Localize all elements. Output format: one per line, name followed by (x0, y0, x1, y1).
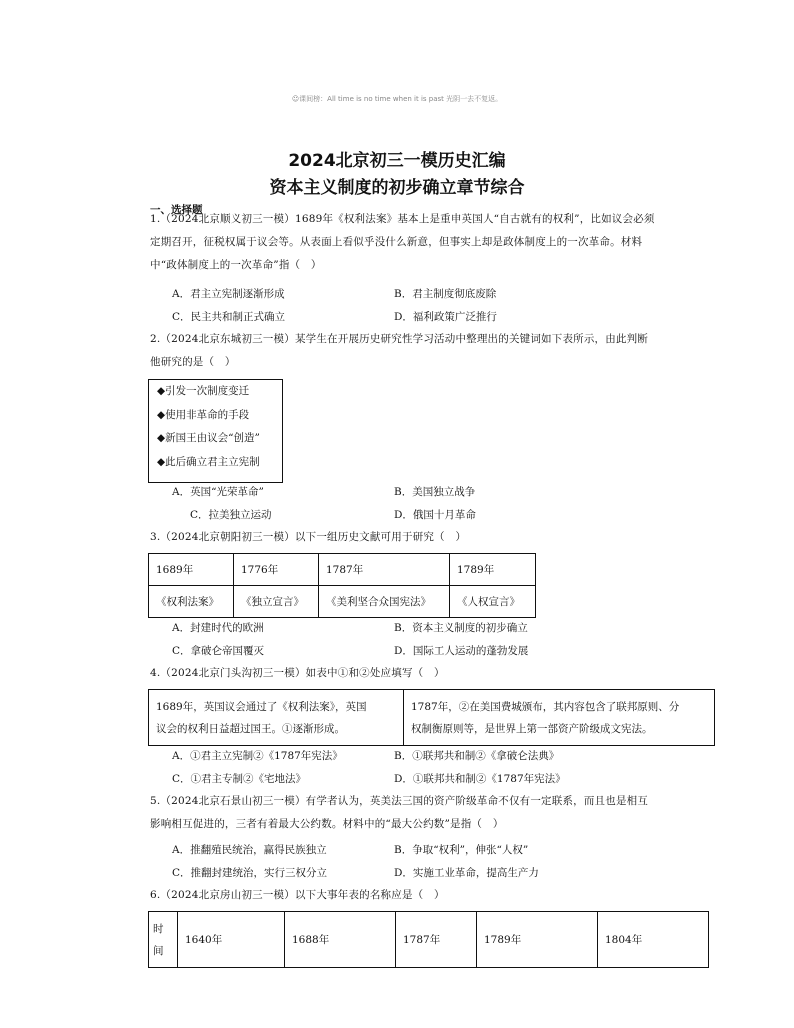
q1-option-c[interactable]: C．民主共和制正式确立 (172, 311, 286, 323)
table-head-cell: 时间 (149, 912, 178, 968)
keyword-item: ◆引发一次制度变迁 (157, 385, 250, 397)
q3-option-c[interactable]: C．拿破仑帝国覆灭 (172, 645, 265, 657)
table-cell (404, 690, 715, 746)
question-6-stem (150, 884, 720, 907)
q5-option-c[interactable]: C．推翻封建统治，实行三权分立 (172, 867, 328, 879)
q4-line: 4.（2024北京门头沟初三一模）如表中①和②处应填写（ ） (150, 667, 445, 679)
table-cell: 1787年 (319, 554, 450, 586)
q1-line: 中“政体制度上的一次革命”指（ ） (150, 259, 322, 271)
question-4-stem (150, 662, 720, 685)
table-cell: 《美利坚合众国宪法》 (319, 586, 450, 618)
q3-option-a[interactable]: A．封建时代的欧洲 (172, 622, 264, 634)
q5-option-d[interactable]: D．实施工业革命，提高生产力 (394, 867, 539, 879)
q3-option-b[interactable]: B．资本主义制度的初步确立 (394, 622, 528, 634)
table-cell: 1804年 (598, 912, 709, 968)
cell-line: 议会的权利日益超过国王。①逐渐形成。 (156, 722, 345, 735)
q3-line: 3.（2024北京朝阳初三一模）以下一组历史文献可用于研究（ ） (150, 531, 467, 543)
keyword-item: ◆新国王由议会“创造” (157, 432, 260, 444)
q2-option-b[interactable]: B．美国独立战争 (394, 486, 476, 498)
q2-option-c[interactable]: C．拉美独立运动 (190, 509, 272, 521)
q4-option-d[interactable]: D．①联邦共和制②《1787年宪法》 (394, 773, 566, 785)
section-heading: 一、选择题 (150, 204, 203, 216)
question-2-stem (150, 328, 720, 374)
q4-option-b[interactable]: B．①联邦共和制②《拿破仑法典》 (394, 750, 560, 762)
q1-option-b[interactable]: B．君主制度彻底废除 (394, 288, 497, 300)
q5-line: 影响相互促进的，三者有着最大公约数。材料中的“最大公约数”是指（ ） (150, 818, 504, 830)
q5-line: 5.（2024北京石景山初三一模）有学者认为，英美法三国的资产阶级革命不仅有一定联系，而且也是相互 (150, 795, 649, 807)
cell-line: 1689年，英国议会通过了《权利法案》，英国 (156, 700, 367, 713)
table-cell: 1689年 (149, 554, 234, 586)
table-cell: 1776年 (234, 554, 319, 586)
q5-option-a[interactable]: A．推翻殖民统治，赢得民族独立 (172, 844, 327, 856)
keyword-box (148, 379, 283, 483)
table-cell: 《权利法案》 (149, 586, 234, 618)
table-cell: 1787年 (396, 912, 477, 968)
q3-option-d[interactable]: D．国际工人运动的蓬勃发展 (394, 645, 529, 657)
table-cell: 1640年 (178, 912, 285, 968)
page-subtitle: 资本主义制度的初步确立章节综合 (269, 178, 525, 198)
q1-line: 定期召开，征税权属于议会等。从表面上看似乎没什么新意，但事实上却是政体制度上的一次革命。材料 (150, 236, 643, 248)
table-cell: 1688年 (285, 912, 396, 968)
q6-line: 6.（2024北京房山初三一模）以下大事年表的名称应是（ ） (150, 889, 445, 901)
q3-document-table (148, 553, 536, 618)
q6-timeline-table (148, 911, 709, 968)
keyword-item: ◆此后确立君主立宪制 (157, 455, 260, 468)
q2-option-d[interactable]: D．俄国十月革命 (394, 509, 476, 521)
page-title: 2024北京初三一模历史汇编 (288, 151, 506, 171)
cell-line: 权制衡原则等，是世界上第一部资产阶级成文宪法。 (411, 722, 653, 735)
q2-line: 2.（2024北京东城初三一模）某学生在开展历史研究性学习活动中整理出的关键词如下表所示，由此判断 (150, 333, 649, 345)
question-5-stem (150, 790, 720, 836)
table-cell: 1789年 (477, 912, 598, 968)
question-3-stem (150, 526, 720, 549)
q4-fill-table (148, 689, 715, 746)
cell-line: 1787年，②在美国费城颁布，其内容包含了联邦原则、分 (411, 700, 680, 713)
table-cell (149, 690, 404, 746)
q5-option-b[interactable]: B．争取“权利”，伸张“人权” (394, 844, 529, 856)
q2-line: 他研究的是（ ） (150, 356, 236, 368)
q1-option-a[interactable]: A．君主立宪制逐渐形成 (172, 288, 285, 300)
table-cell: 《独立宣言》 (234, 586, 319, 618)
watermark: ☺课间榜：All time is no time when it is past 光阴一去不复返。 (291, 95, 503, 103)
q4-option-c[interactable]: C．①君主专制②《宅地法》 (172, 773, 307, 785)
q2-option-a[interactable]: A．英国“光荣革命” (172, 486, 264, 498)
question-1-stem (150, 208, 720, 277)
keyword-item: ◆使用非革命的手段 (157, 408, 250, 421)
q1-line: 1.（2024北京顺义初三一模）1689年《权利法案》基本上是重申英国人“自古就有的权利”，比如议会必须 (150, 213, 655, 225)
q4-option-a[interactable]: A．①君主立宪制②《1787年宪法》 (172, 750, 343, 762)
table-cell: 1789年 (450, 554, 536, 586)
table-cell: 《人权宣言》 (450, 586, 536, 618)
q1-option-d[interactable]: D．福利政策广泛推行 (394, 311, 497, 323)
